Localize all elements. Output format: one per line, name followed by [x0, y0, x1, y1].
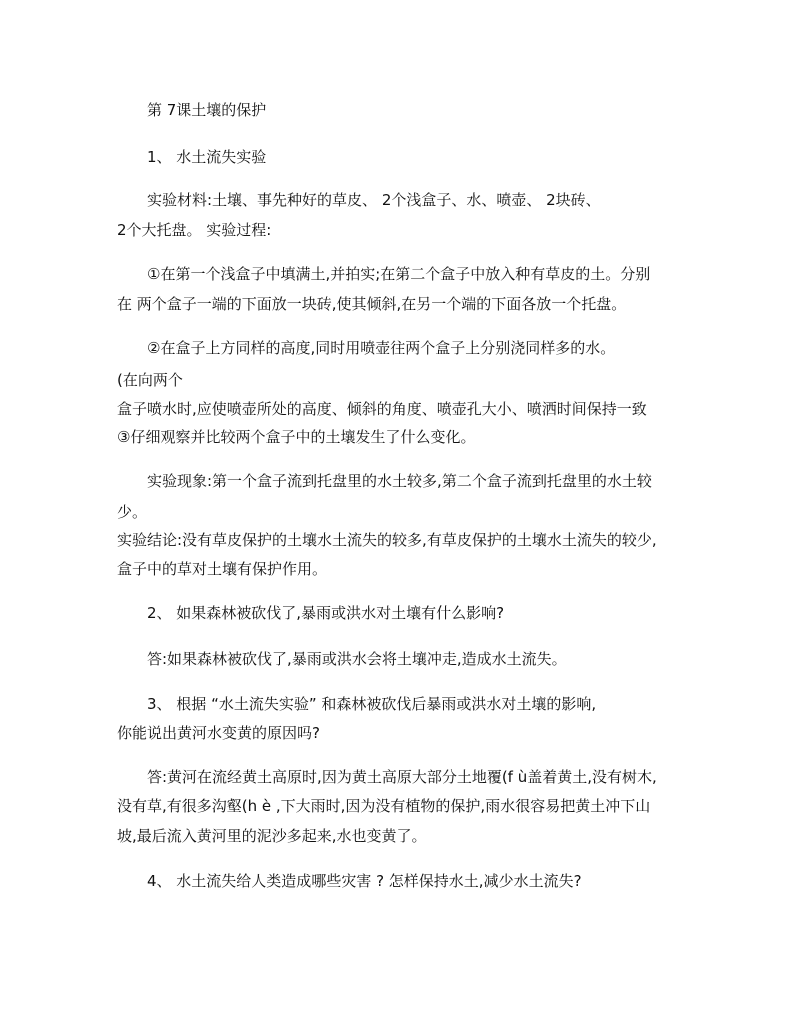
section-3-answer-line-3: 坡,最后流入黄河里的泥沙多起来,水也变黄了。 — [117, 827, 427, 845]
step-2-line-1: ②在盒子上方同样的高度,同时用喷壶往两个盒子上分别浇同样多的水。 — [147, 339, 616, 357]
section-2-question: 2、 如果森林被砍伐了,暴雨或洪水对土壤有什么影响? — [147, 604, 505, 622]
section-3-answer-line-2: 没有草,有很多沟壑(h è ,下大雨时,因为没有植物的保护,雨水很容易把黄土冲下山 — [117, 797, 651, 815]
step-1-line-2: 在 两个盒子一端的下面放一块砖,使其倾斜,在另一个端的下面各放一个托盘。 — [117, 295, 627, 313]
section-3-question-line-2: 你能说出黄河水变黄的原因吗? — [117, 724, 320, 742]
step-2-line-3: 盒子喷水时,应使喷壶所处的高度、倾斜的角度、喷壶孔大小、喷洒时间保持一致 — [117, 400, 647, 418]
phenomenon-line-2: 少。 — [117, 503, 148, 521]
step-3: ③仔细观察并比较两个盒子中的土壤发生了什么变化。 — [117, 428, 476, 446]
section-2-answer: 答:如果森林被砍伐了,暴雨或洪水会将土壤冲走,造成水土流失。 — [147, 650, 567, 668]
section-3-question-line-1: 3、 根据 “水土流失实验” 和森林被砍伐后暴雨或洪水对土壤的影响, — [147, 695, 597, 713]
section-3-answer-line-1: 答:黄河在流经黄土高原时,因为黄土高原大部分土地覆(f ù盖着黄土,没有树木, — [147, 768, 657, 786]
materials-line-1: 实验材料:土壤、事先种好的草皮、 2个浅盒子、水、喷壶、 2块砖、 — [147, 191, 601, 209]
materials-line-2: 2个大托盘。 实验过程: — [117, 221, 272, 239]
step-2-line-2: (在向两个 — [117, 371, 183, 389]
section-1-heading: 1、 水土流失实验 — [147, 148, 267, 166]
phenomenon-line-1: 实验现象:第一个盒子流到托盘里的水土较多,第二个盒子流到托盘里的水土较 — [147, 472, 652, 490]
lesson-title: 第 7课土壤的保护 — [147, 101, 267, 119]
conclusion-line-1: 实验结论:没有草皮保护的土壤水土流失的较多,有草皮保护的土壤水土流失的较少, — [117, 531, 657, 549]
section-4-question: 4、 水土流失给人类造成哪些灾害 ? 怎样保持水土,减少水土流失? — [147, 872, 582, 890]
conclusion-line-2: 盒子中的草对土壤有保护作用。 — [117, 560, 328, 578]
step-1-line-1: ①在第一个浅盒子中填满土,并拍实;在第二个盒子中放入种有草皮的土。分别 — [147, 265, 651, 283]
